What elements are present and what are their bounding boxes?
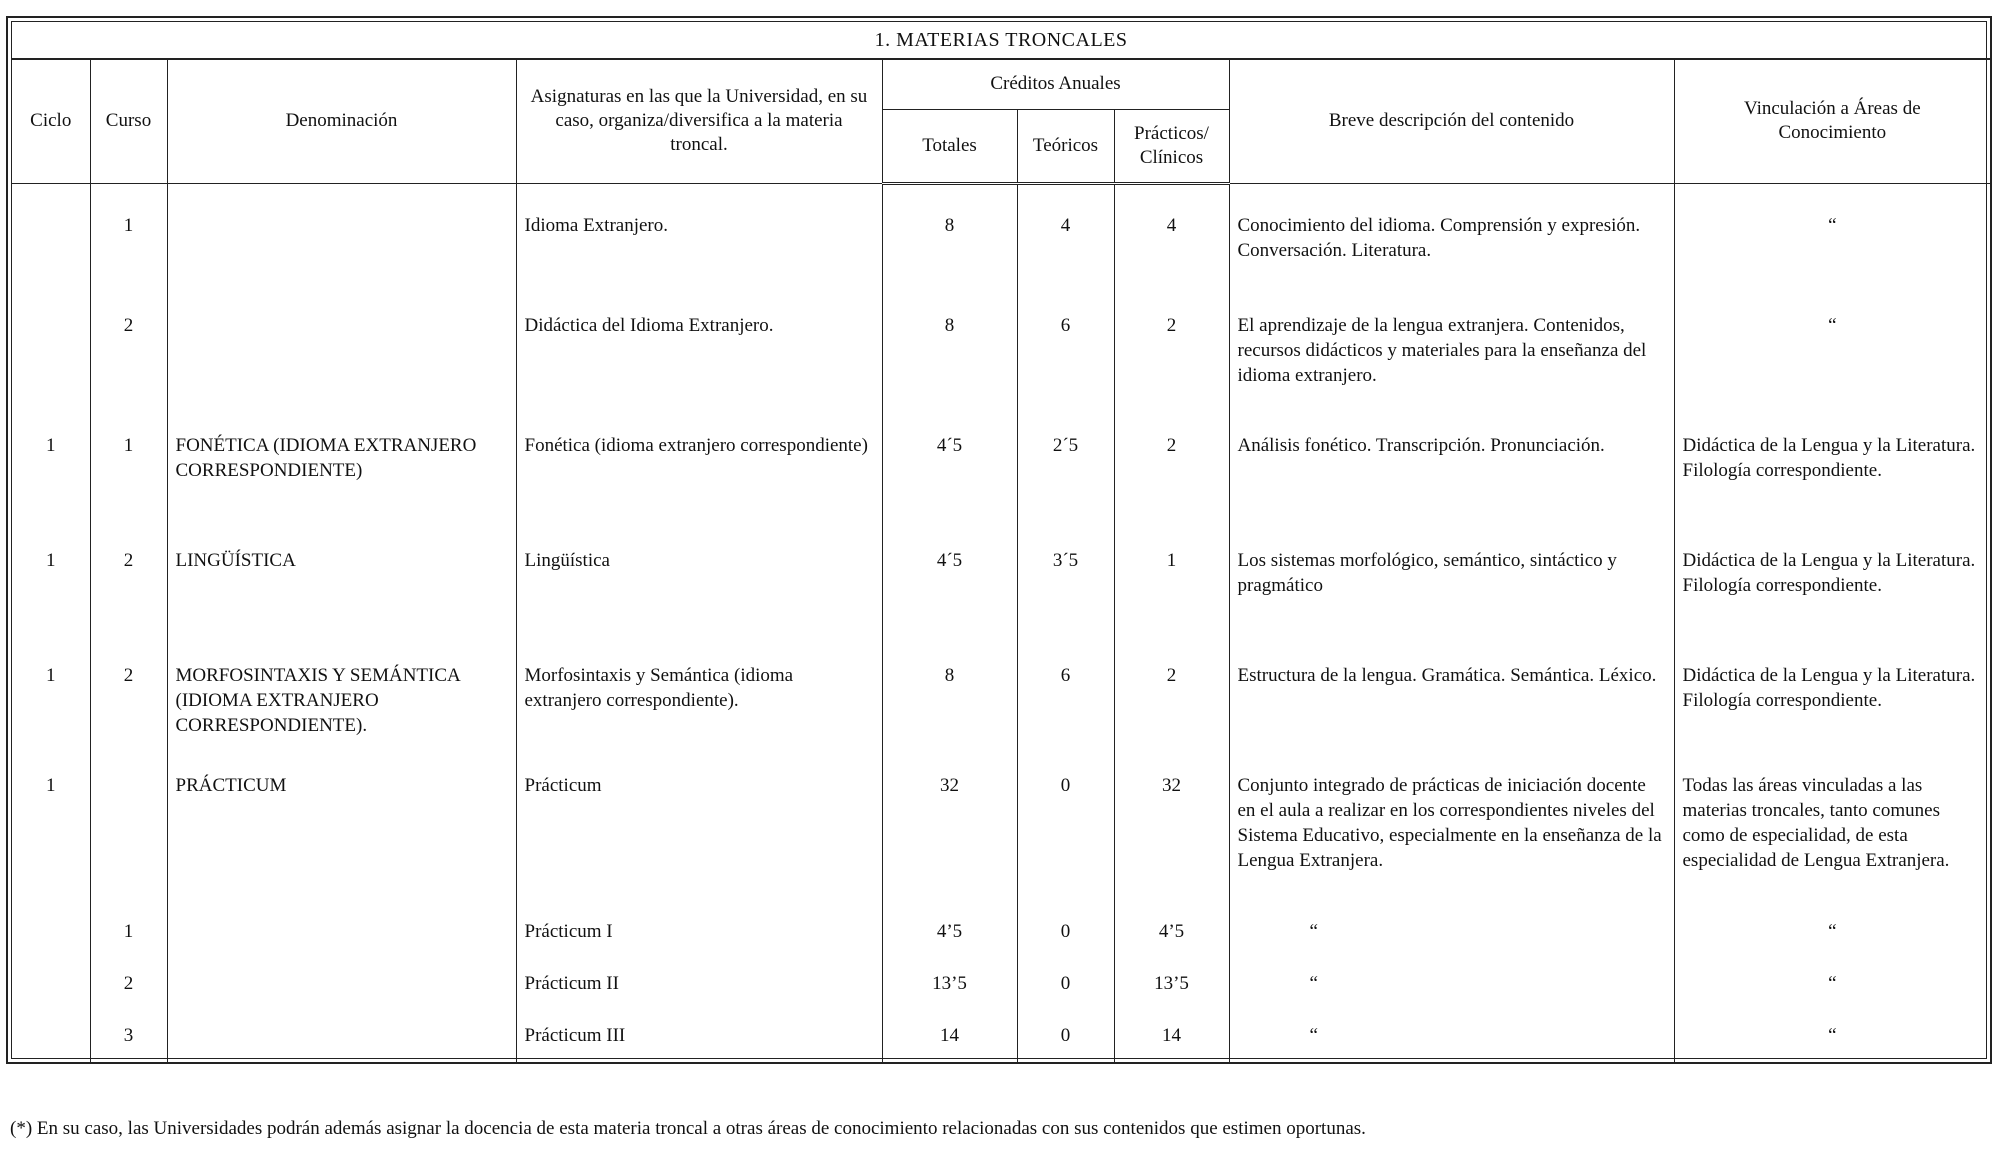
cell-practicos: 14 bbox=[1114, 1011, 1229, 1063]
cell-vinculacion: Didáctica de la Lengua y la Literatura. Filología correspondiente. bbox=[1674, 542, 1990, 657]
table-row bbox=[12, 767, 1990, 907]
cell-denominacion bbox=[167, 907, 516, 959]
cell-teoricos: 0 bbox=[1017, 1011, 1114, 1063]
header-curso: Curso bbox=[90, 59, 167, 183]
cell-asignatura: Idioma Extranjero. bbox=[516, 207, 882, 307]
cell-ciclo bbox=[12, 907, 90, 959]
cell-vinculacion: Didáctica de la Lengua y la Literatura. Filología correspondiente. bbox=[1674, 657, 1990, 767]
cell-descripcion: Conocimiento del idioma. Comprensión y expresión. Conversación. Literatura. bbox=[1229, 207, 1674, 307]
cell-vinculacion: “ bbox=[1674, 959, 1990, 1011]
materias-troncales-table bbox=[12, 22, 1990, 1063]
cell-totales: 4´5 bbox=[882, 542, 1017, 657]
cell-practicos: 2 bbox=[1114, 427, 1229, 542]
cell-totales: 14 bbox=[882, 1011, 1017, 1063]
header-denominacion: Denominación bbox=[167, 59, 516, 183]
cell-ciclo: 1 bbox=[12, 542, 90, 657]
footnote: (*) En su caso, las Universidades podrán además asignar la docencia de esta materia troncal a otras áreas de conocimiento relacionadas con sus contenidos que estimen oportunas. bbox=[10, 1118, 1366, 1139]
table-title: 1. MATERIAS TRONCALES bbox=[12, 22, 1990, 59]
cell-descripcion: El aprendizaje de la lengua extranjera. Contenidos, recursos didácticos y materiales para la enseñanza del idioma extranjero. bbox=[1229, 307, 1674, 427]
cell-ciclo: 1 bbox=[12, 767, 90, 907]
header-descripcion: Breve descripción del contenido bbox=[1229, 59, 1674, 183]
table-row bbox=[12, 657, 1990, 767]
cell-descripcion: “ bbox=[1229, 959, 1674, 1011]
cell-practicos: 2 bbox=[1114, 657, 1229, 767]
header-totales: Totales bbox=[882, 109, 1017, 183]
cell-asignatura: Prácticum II bbox=[516, 959, 882, 1011]
cell-ciclo: 1 bbox=[12, 427, 90, 542]
cell-practicos: 13’5 bbox=[1114, 959, 1229, 1011]
table-row bbox=[12, 427, 1990, 542]
cell-practicos: 2 bbox=[1114, 307, 1229, 427]
cell-curso bbox=[90, 767, 167, 907]
cell-curso: 3 bbox=[90, 1011, 167, 1063]
cell-teoricos: 0 bbox=[1017, 959, 1114, 1011]
cell-curso: 2 bbox=[90, 657, 167, 767]
table-row bbox=[12, 959, 1990, 1011]
header-vinculacion: Vinculación a Áreas de Conocimiento bbox=[1674, 59, 1990, 183]
cell-descripcion: Estructura de la lengua. Gramática. Semántica. Léxico. bbox=[1229, 657, 1674, 767]
cell-vinculacion: “ bbox=[1674, 907, 1990, 959]
cell-totales: 8 bbox=[882, 307, 1017, 427]
cell-denominacion: MORFOSINTAXIS Y SEMÁNTICA (IDIOMA EXTRANJERO CORRESPONDIENTE). bbox=[167, 657, 516, 767]
header-practicos: Prácticos/ Clínicos bbox=[1114, 109, 1229, 183]
cell-descripcion: Conjunto integrado de prácticas de iniciación docente en el aula a realizar en los correspondientes niveles del Sistema Educativo, especialmente en la enseñanza de la Lengua Extranjera. bbox=[1229, 767, 1674, 907]
header-creditos-anuales: Créditos Anuales bbox=[882, 59, 1229, 109]
header-ciclo: Ciclo bbox=[12, 59, 90, 183]
cell-descripcion: Los sistemas morfológico, semántico, sintáctico y pragmático bbox=[1229, 542, 1674, 657]
cell-curso: 1 bbox=[90, 427, 167, 542]
cell-vinculacion: “ bbox=[1674, 1011, 1990, 1063]
cell-asignatura: Fonética (idioma extranjero correspondiente) bbox=[516, 427, 882, 542]
cell-totales: 13’5 bbox=[882, 959, 1017, 1011]
cell-denominacion: LINGÜÍSTICA bbox=[167, 542, 516, 657]
cell-curso: 2 bbox=[90, 959, 167, 1011]
table-row bbox=[12, 542, 1990, 657]
cell-denominacion bbox=[167, 207, 516, 307]
header-teoricos: Teóricos bbox=[1017, 109, 1114, 183]
cell-practicos: 4’5 bbox=[1114, 907, 1229, 959]
cell-practicos: 1 bbox=[1114, 542, 1229, 657]
cell-curso: 2 bbox=[90, 542, 167, 657]
cell-asignatura: Prácticum bbox=[516, 767, 882, 907]
cell-asignatura: Morfosintaxis y Semántica (idioma extranjero correspondiente). bbox=[516, 657, 882, 767]
cell-teoricos: 2´5 bbox=[1017, 427, 1114, 542]
cell-descripcion: Análisis fonético. Transcripción. Pronunciación. bbox=[1229, 427, 1674, 542]
cell-ciclo bbox=[12, 207, 90, 307]
cell-totales: 8 bbox=[882, 207, 1017, 307]
cell-curso: 1 bbox=[90, 907, 167, 959]
cell-ciclo: 1 bbox=[12, 657, 90, 767]
cell-vinculacion: Todas las áreas vinculadas a las materias troncales, tanto comunes como de especialidad, de esta especialidad de Lengua Extranjera. bbox=[1674, 767, 1990, 907]
cell-denominacion: FONÉTICA (IDIOMA EXTRANJERO CORRESPONDIENTE) bbox=[167, 427, 516, 542]
cell-totales: 32 bbox=[882, 767, 1017, 907]
cell-totales: 4´5 bbox=[882, 427, 1017, 542]
cell-denominacion bbox=[167, 1011, 516, 1063]
cell-ciclo bbox=[12, 959, 90, 1011]
table-row bbox=[12, 207, 1990, 307]
cell-vinculacion: “ bbox=[1674, 207, 1990, 307]
cell-descripcion: “ bbox=[1229, 907, 1674, 959]
cell-curso: 1 bbox=[90, 207, 167, 307]
table-row bbox=[12, 907, 1990, 959]
cell-teoricos: 0 bbox=[1017, 907, 1114, 959]
cell-ciclo bbox=[12, 1011, 90, 1063]
cell-practicos: 4 bbox=[1114, 207, 1229, 307]
cell-denominacion bbox=[167, 959, 516, 1011]
cell-asignatura: Prácticum I bbox=[516, 907, 882, 959]
cell-vinculacion: “ bbox=[1674, 307, 1990, 427]
cell-vinculacion: Didáctica de la Lengua y la Literatura. Filología correspondiente. bbox=[1674, 427, 1990, 542]
cell-ciclo bbox=[12, 307, 90, 427]
cell-descripcion: “ bbox=[1229, 1011, 1674, 1063]
cell-teoricos: 6 bbox=[1017, 657, 1114, 767]
cell-asignatura: Didáctica del Idioma Extranjero. bbox=[516, 307, 882, 427]
cell-teoricos: 4 bbox=[1017, 207, 1114, 307]
cell-teoricos: 0 bbox=[1017, 767, 1114, 907]
header-asignaturas: Asignaturas en las que la Universidad, en su caso, organiza/diversifica a la materia troncal. bbox=[516, 59, 882, 183]
cell-asignatura: Lingüística bbox=[516, 542, 882, 657]
cell-denominacion bbox=[167, 307, 516, 427]
cell-totales: 4’5 bbox=[882, 907, 1017, 959]
cell-denominacion: PRÁCTICUM bbox=[167, 767, 516, 907]
table-row bbox=[12, 307, 1990, 427]
cell-teoricos: 3´5 bbox=[1017, 542, 1114, 657]
cell-curso: 2 bbox=[90, 307, 167, 427]
materias-troncales-table-frame bbox=[6, 16, 1992, 1064]
cell-practicos: 32 bbox=[1114, 767, 1229, 907]
cell-totales: 8 bbox=[882, 657, 1017, 767]
table-row bbox=[12, 1011, 1990, 1063]
cell-teoricos: 6 bbox=[1017, 307, 1114, 427]
cell-asignatura: Prácticum III bbox=[516, 1011, 882, 1063]
